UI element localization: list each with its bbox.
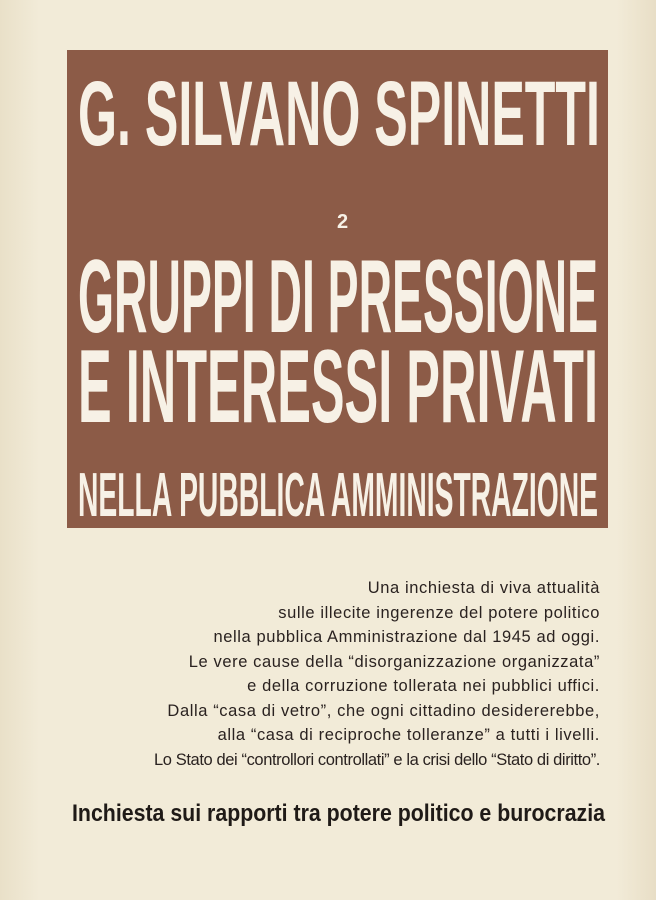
blurb bbox=[154, 576, 600, 772]
title-block bbox=[67, 50, 608, 528]
blurb-line: alla “casa di reciproche tolleranze” a tutti i livelli. bbox=[217, 726, 600, 744]
subtitle: NELLA PUBBLICA AMMINISTRAZIONE bbox=[78, 461, 598, 530]
tagline-block bbox=[72, 795, 612, 829]
volume-number: 2 bbox=[337, 211, 349, 233]
blurb-line: Le vere cause della “disorganizzazione organizzata” bbox=[188, 652, 600, 671]
blurb-line: Una inchiesta di viva attualità bbox=[367, 579, 600, 597]
title-line-2: E INTERESSI PRIVATI bbox=[78, 329, 598, 445]
blurb-line: Lo Stato dei “controllori controllati” e la crisi dello “Stato di diritto”. bbox=[154, 750, 600, 769]
blurb-line: Dalla “casa di vetro”, che ogni cittadino desidererebbe, bbox=[167, 701, 600, 720]
blurb-line: sulle illecite ingerenze del potere politico bbox=[278, 603, 600, 622]
blurb-line: e della corruzione tollerata nei pubblici uffici. bbox=[247, 677, 600, 695]
tagline: Inchiesta sui rapporti tra potere politico e burocrazia bbox=[72, 800, 606, 827]
author-name: G. SILVANO SPINETTI bbox=[78, 63, 600, 165]
blurb-line: nella pubblica Amministrazione dal 1945 ad oggi. bbox=[213, 628, 600, 646]
title-line-1: GRUPPI DI PRESSIONE bbox=[78, 239, 598, 355]
